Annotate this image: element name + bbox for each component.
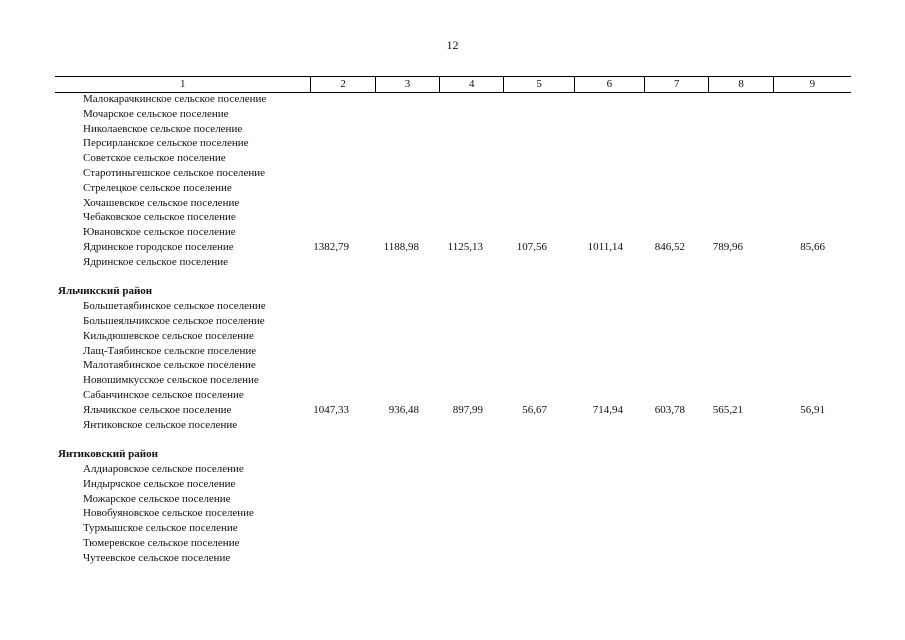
value-cell-col-6: 1011,14 — [587, 240, 623, 253]
value-cell-col-8: 789,96 — [712, 240, 743, 253]
table-row — [55, 196, 851, 211]
table-row — [55, 358, 851, 373]
settlement-name: Яльчикское сельское поселение — [83, 403, 232, 416]
header-cell-2: 2 — [311, 77, 375, 92]
district-title: Янтиковский район — [58, 448, 158, 461]
settlement-name: Чебаковское сельское поселение — [83, 211, 236, 224]
table-row — [55, 122, 851, 137]
settlement-name: Ювановское сельское поселение — [83, 226, 236, 239]
header-cell-4: 4 — [440, 77, 504, 92]
header-cell-6: 6 — [575, 77, 645, 92]
settlement-name: Лащ-Таябинское сельское поселение — [83, 344, 257, 357]
table-row — [55, 536, 851, 551]
settlement-name: Ядринское сельское поселение — [83, 255, 229, 268]
spacer-row — [55, 270, 851, 285]
table-row — [55, 462, 851, 477]
settlement-name: Хочашевское сельское поселение — [83, 196, 240, 209]
value-cell-col-5: 107,56 — [516, 240, 547, 253]
settlement-name: Большеяльчикское сельское поселение — [83, 314, 265, 327]
table-row — [55, 210, 851, 225]
header-cell-9: 9 — [809, 78, 816, 90]
settlement-name: Тюмеревское сельское поселение — [83, 536, 240, 549]
district-title: Яльчикский район — [58, 285, 153, 298]
header-cell-1: 1 — [55, 77, 311, 92]
settlement-name: Чутеевское сельское поселение — [83, 551, 231, 564]
table-row — [55, 418, 851, 433]
value-cell-col-9: 56,91 — [800, 403, 825, 416]
table-row — [55, 506, 851, 521]
settlement-name: Малотаябинское сельское поселение — [83, 359, 256, 372]
table-row — [55, 551, 851, 566]
table-row — [55, 314, 851, 329]
table-row — [55, 388, 851, 403]
value-cell-col-8: 565,21 — [712, 403, 743, 416]
table-row — [55, 107, 851, 122]
value-cell-col-3: 936,48 — [388, 403, 419, 416]
value-cell-col-9: 85,66 — [800, 240, 825, 253]
value-cell-col-2: 1047,33 — [313, 403, 349, 416]
table-row — [55, 240, 851, 255]
district-row — [55, 284, 851, 299]
table-row — [55, 92, 851, 107]
table-row — [55, 373, 851, 388]
table-row — [55, 225, 851, 240]
value-cell-col-6: 714,94 — [592, 403, 623, 416]
settlement-name: Алдиаровское сельское поселение — [83, 462, 244, 475]
spacer-row — [55, 432, 851, 447]
settlement-name: Николаевское сельское поселение — [83, 122, 243, 135]
value-cell-col-4: 1125,13 — [447, 240, 483, 253]
table-row — [55, 344, 851, 359]
settlement-name: Малокарачкинское сельское поселение — [83, 93, 267, 105]
settlement-name: Новошимкусское сельское поселение — [83, 374, 259, 387]
settlement-name: Сабанчинское сельское поселение — [83, 388, 244, 401]
settlement-name: Янтиковское сельское поселение — [83, 418, 238, 431]
header-cell-5: 5 — [504, 77, 574, 92]
table-row — [55, 299, 851, 314]
settlement-name: Стрелецкое сельское поселение — [83, 181, 232, 194]
table-row — [55, 477, 851, 492]
table-row — [55, 329, 851, 344]
settlement-name: Индырчское сельское поселение — [83, 477, 236, 490]
table-row — [55, 403, 851, 418]
table-row — [55, 181, 851, 196]
table-header — [55, 76, 851, 93]
settlement-name: Советское сельское поселение — [83, 152, 226, 165]
table-row — [55, 255, 851, 270]
settlement-name: Новобуяновское сельское поселение — [83, 507, 254, 520]
district-row — [55, 447, 851, 462]
settlement-name: Большетаябинское сельское поселение — [83, 300, 266, 313]
table-row — [55, 166, 851, 181]
value-cell-col-7: 846,52 — [654, 240, 685, 253]
settlement-name: Мочарское сельское поселение — [83, 107, 229, 120]
settlement-name: Старотиньгешское сельское поселение — [83, 166, 266, 179]
value-cell-col-7: 603,78 — [654, 403, 685, 416]
table-row — [55, 151, 851, 166]
table-row — [55, 136, 851, 151]
table-body — [55, 92, 851, 566]
value-cell-col-5: 56,67 — [522, 403, 547, 416]
settlement-name: Кильдюшевское сельское поселение — [83, 329, 254, 342]
settlement-name: Ядринское городское поселение — [83, 240, 234, 253]
header-cell-7: 7 — [645, 77, 709, 92]
table-row — [55, 521, 851, 536]
value-cell-col-4: 897,99 — [452, 403, 483, 416]
value-cell-col-3: 1188,98 — [383, 240, 419, 253]
page-number: 12 — [446, 38, 459, 52]
header-cell-8: 8 — [709, 77, 773, 92]
value-cell-col-2: 1382,79 — [313, 240, 349, 253]
settlement-name: Персирланское сельское поселение — [83, 137, 249, 150]
settlement-name: Можарское сельское поселение — [83, 492, 231, 505]
header-cell-3: 3 — [376, 77, 440, 92]
table-row — [55, 492, 851, 507]
settlement-name: Турмышское сельское поселение — [83, 522, 238, 535]
